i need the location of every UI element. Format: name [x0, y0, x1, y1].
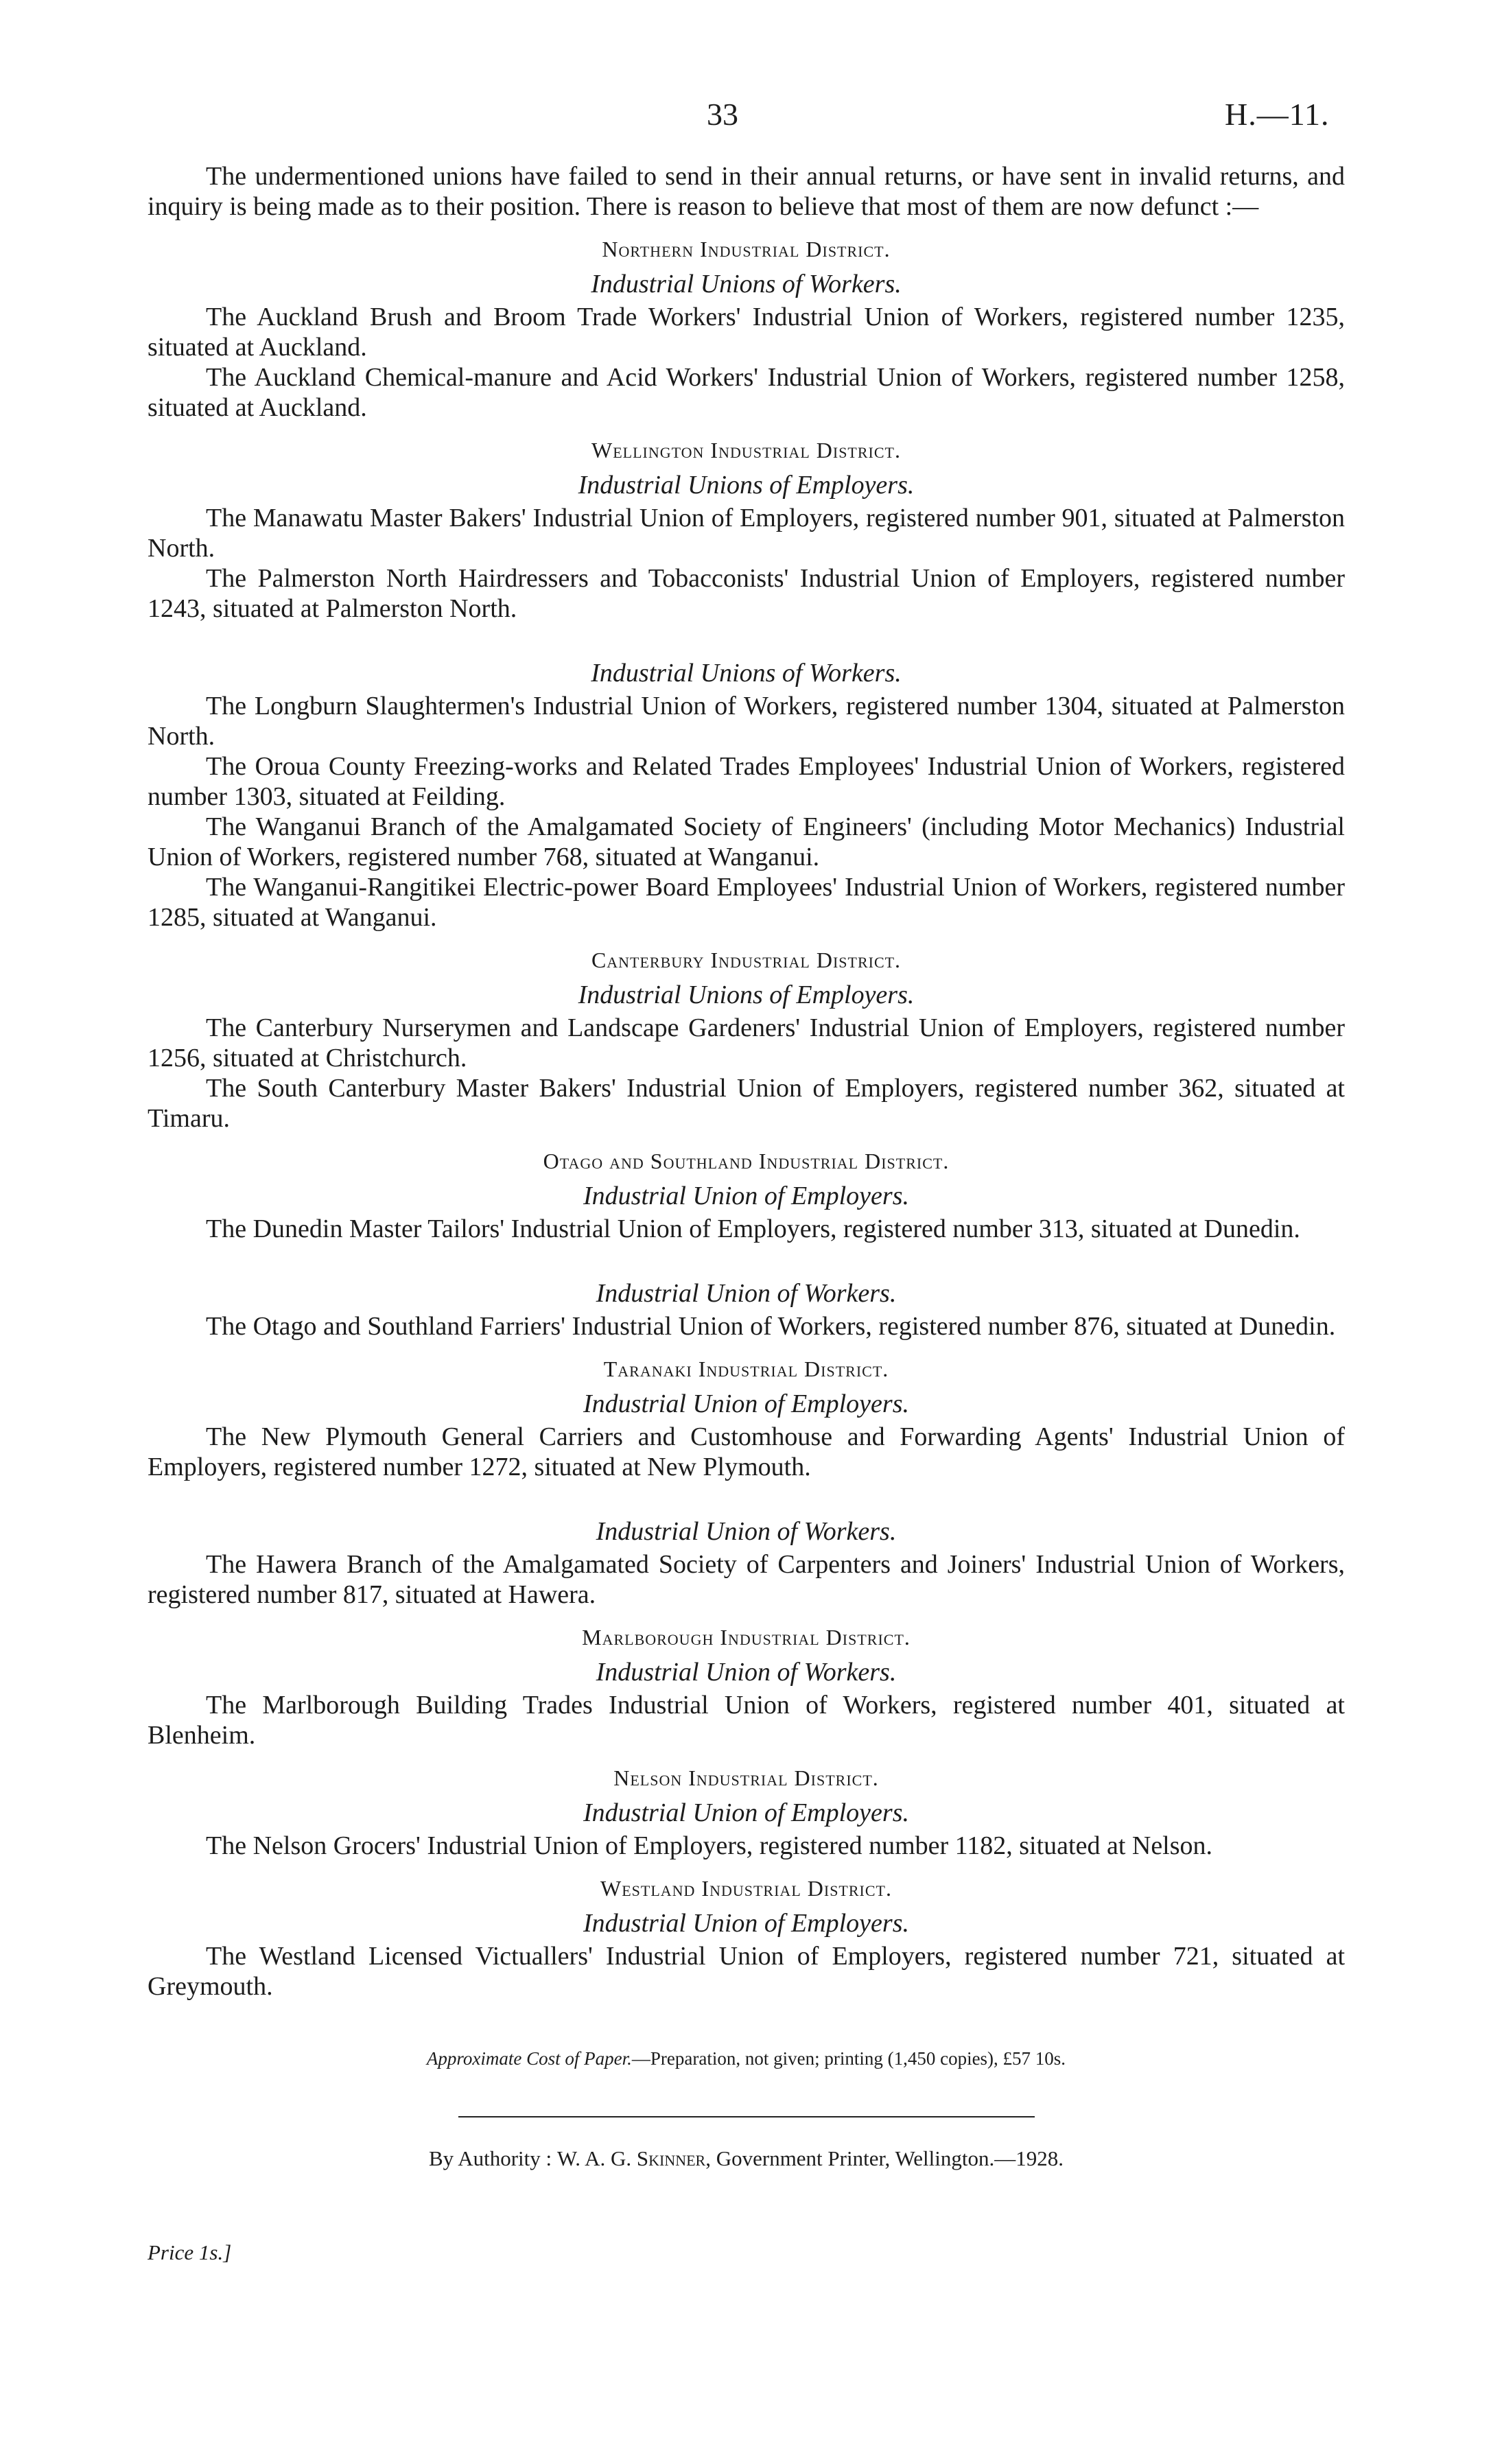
- intro-paragraph: The undermentioned unions have failed to send in their annual returns, or have sent in invalid returns, and inquiry is being made as to their position. There is reason to believe that most of them are now defunct :—: [148, 162, 1345, 221]
- document-reference: H.—11.: [1225, 97, 1330, 132]
- union-entry: The Manawatu Master Bakers' Industrial Union of Employers, registered number 901, situated at Palmerston North.: [148, 504, 1345, 563]
- union-type-subheading: Industrial Unions of Workers.: [591, 270, 902, 298]
- authority-line: [148, 2146, 1345, 2171]
- footer-rule: [458, 2116, 1035, 2117]
- district-sections: [148, 237, 1345, 2002]
- union-entry: The Auckland Brush and Broom Trade Workers' Industrial Union of Workers, registered number 1235, situated at Auckland.: [148, 303, 1345, 362]
- printer-name: W. A. G. Skinner,: [556, 2146, 711, 2170]
- district-heading: Marlborough Industrial District.: [582, 1625, 911, 1650]
- cost-text: —Preparation, not given; printing (1,450 copies), £57 10s.: [631, 2048, 1066, 2069]
- page-body: [148, 161, 1345, 2171]
- printer-text: Government Printer, Wellington.—1928.: [716, 2146, 1064, 2170]
- group-spacer: [148, 1482, 1345, 1512]
- union-type-subheading: Industrial Unions of Employers.: [578, 471, 915, 500]
- union-type-subheading: Industrial Unions of Employers.: [578, 981, 915, 1009]
- district-heading: Nelson Industrial District.: [613, 1765, 879, 1790]
- union-type-subheading: Industrial Union of Employers.: [583, 1182, 909, 1210]
- union-entry: The Canterbury Nurserymen and Landscape Gardeners' Industrial Union of Employers, registered number 1256, situated at Christchurch.: [148, 1013, 1345, 1072]
- union-type-subheading: Industrial Union of Workers.: [596, 1658, 897, 1687]
- cost-label: Approximate Cost of Paper.: [426, 2048, 632, 2069]
- group-spacer: [148, 624, 1345, 654]
- district-heading: Wellington Industrial District.: [591, 438, 901, 462]
- union-entry: The Oroua County Freezing-works and Related Trades Employees' Industrial Union of Workers, registered number 1303, situated at Feilding.: [148, 752, 1345, 811]
- union-type-subheading: Industrial Union of Workers.: [596, 1279, 897, 1308]
- union-entry: The New Plymouth General Carriers and Customhouse and Forwarding Agents' Industrial Union of Employers, registered number 1272, situated at New Plymouth.: [148, 1422, 1345, 1481]
- union-type-subheading: Industrial Union of Employers.: [583, 1798, 909, 1827]
- district-heading: Northern Industrial District.: [602, 237, 891, 261]
- union-entry: The Longburn Slaughtermen's Industrial Union of Workers, registered number 1304, situated at Palmerston North.: [148, 692, 1345, 751]
- price-note: Price 1s.]: [148, 2240, 232, 2264]
- cost-note: [148, 2048, 1345, 2069]
- union-entry: The South Canterbury Master Bakers' Industrial Union of Employers, registered number 362, situated at Timaru.: [148, 1074, 1345, 1133]
- page-number: 33: [707, 97, 738, 132]
- union-entry: The Westland Licensed Victuallers' Industrial Union of Employers, registered number 721, situated at Greymouth.: [148, 1942, 1345, 2001]
- group-spacer: [148, 1244, 1345, 1274]
- authority-label: By Authority :: [429, 2146, 552, 2170]
- union-entry: The Dunedin Master Tailors' Industrial Union of Employers, registered number 313, situated at Dunedin.: [206, 1215, 1300, 1243]
- union-type-subheading: Industrial Union of Employers.: [583, 1389, 909, 1418]
- union-entry: The Hawera Branch of the Amalgamated Society of Carpenters and Joiners' Industrial Union of Workers, registered number 817, situated at Hawera.: [148, 1550, 1345, 1609]
- union-entry: The Marlborough Building Trades Industrial Union of Workers, registered number 401, situated at Blenheim.: [148, 1691, 1345, 1750]
- union-entry: The Otago and Southland Farriers' Industrial Union of Workers, registered number 876, situated at Dunedin.: [206, 1312, 1336, 1341]
- union-type-subheading: Industrial Union of Workers.: [596, 1517, 897, 1546]
- union-type-subheading: Industrial Union of Employers.: [583, 1909, 909, 1938]
- union-entry: The Wanganui-Rangitikei Electric-power Board Employees' Industrial Union of Workers, registered number 1285, situated at Wanganui.: [148, 873, 1345, 932]
- union-entry: The Auckland Chemical-manure and Acid Workers' Industrial Union of Workers, registered number 1258, situated at Auckland.: [148, 363, 1345, 422]
- district-heading: Canterbury Industrial District.: [591, 948, 902, 972]
- union-entry: The Wanganui Branch of the Amalgamated Society of Engineers' (including Motor Mechanics) Industrial Union of Workers, registered number 768, situated at Wanganui.: [148, 812, 1345, 871]
- union-entry: The Palmerston North Hairdressers and Tobacconists' Industrial Union of Employers, registered number 1243, situated at Palmerston North.: [148, 564, 1345, 623]
- district-heading: Westland Industrial District.: [600, 1876, 892, 1901]
- union-type-subheading: Industrial Unions of Workers.: [591, 659, 902, 688]
- district-heading: Taranaki Industrial District.: [603, 1357, 889, 1381]
- district-heading: Otago and Southland Industrial District.: [543, 1149, 950, 1173]
- union-entry: The Nelson Grocers' Industrial Union of Employers, registered number 1182, situated at Nelson.: [206, 1831, 1213, 1860]
